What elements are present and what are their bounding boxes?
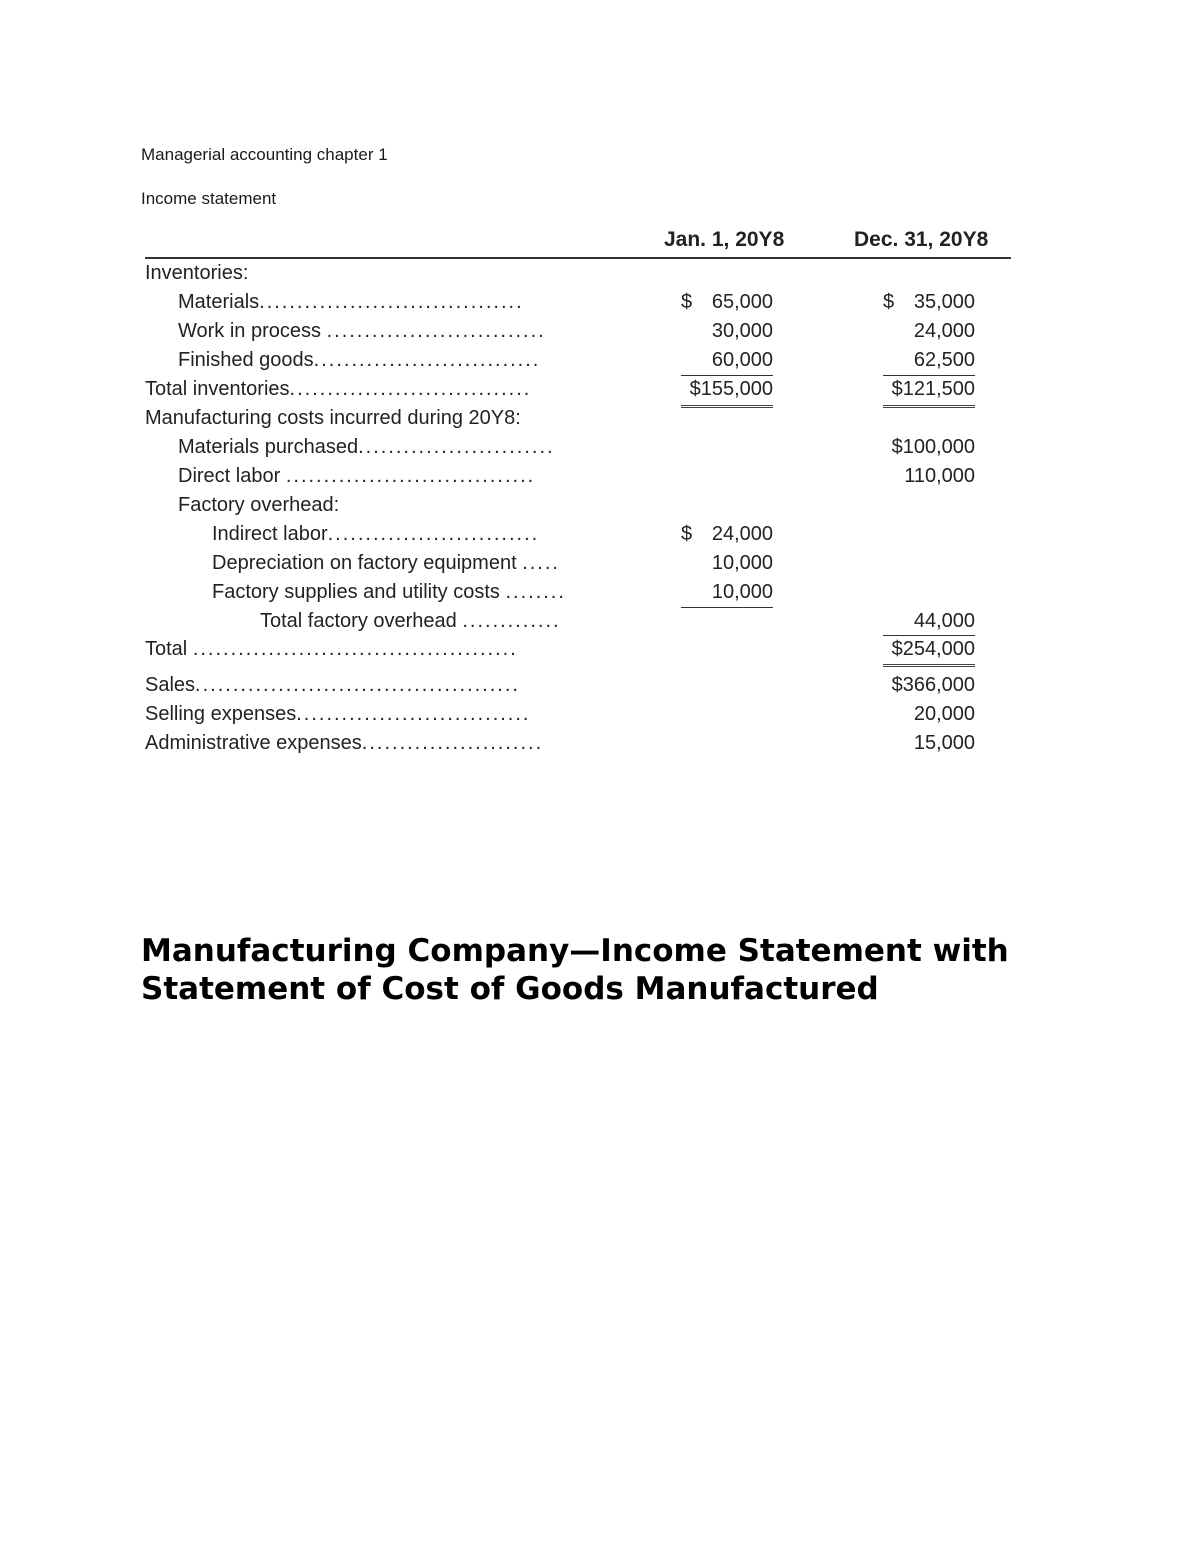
table-row — [145, 375, 1011, 404]
table-row — [145, 578, 1011, 607]
row-label: Depreciation on factory equipment ..... — [212, 552, 560, 574]
dec-amount: $100,000 — [891, 436, 975, 458]
dec-amount: 15,000 — [913, 732, 975, 754]
row-label: Manufacturing costs incurred during 20Y8: — [145, 407, 521, 429]
row-label: Inventories: — [145, 262, 249, 284]
inventory-cost-table — [145, 226, 1011, 758]
dec-amount: 24,000 — [913, 320, 975, 342]
dec-total: $121,500 — [883, 375, 975, 404]
section-heading-line-1: Manufacturing Company—Income Statement with — [141, 933, 1009, 969]
row-label: Work in process ............................. — [178, 320, 546, 342]
table-row — [145, 259, 1011, 288]
table-row — [145, 491, 1011, 520]
dec-amount: $366,000 — [891, 674, 975, 696]
table-row — [145, 433, 1011, 462]
table-row — [145, 671, 1011, 700]
dec-amount: 44,000 — [883, 607, 975, 636]
table-row — [145, 700, 1011, 729]
row-label: Selling expenses............................... — [145, 703, 531, 725]
jan-amount: $ 24,000 — [681, 523, 773, 545]
jan-amount: 10,000 — [711, 552, 773, 574]
row-label: Total inventories................................ — [145, 378, 532, 400]
row-label: Total factory overhead ............. — [260, 610, 561, 632]
column-header-dec: Dec. 31, 20Y8 — [854, 228, 989, 251]
table-row — [145, 729, 1011, 758]
table-row — [145, 520, 1011, 549]
section-heading-line-2: Statement of Cost of Goods Manufactured — [141, 971, 879, 1007]
row-label: Finished goods.............................. — [178, 349, 541, 371]
row-label: Materials................................... — [178, 291, 524, 313]
table-row — [145, 549, 1011, 578]
column-header-jan: Jan. 1, 20Y8 — [664, 228, 785, 251]
table-row — [145, 635, 1011, 663]
jan-amount: 30,000 — [711, 320, 773, 342]
row-label: Administrative expenses........................ — [145, 732, 544, 754]
jan-amount: 60,000 — [681, 346, 773, 376]
table-row — [145, 404, 1011, 433]
table-header — [145, 226, 1011, 259]
row-label: Factory supplies and utility costs ........ — [212, 581, 566, 603]
row-label: Total ........................................... — [145, 638, 518, 660]
row-label: Materials purchased.......................... — [178, 436, 555, 458]
document-subtitle: Income statement — [141, 189, 277, 208]
dec-amount: $ 35,000 — [883, 291, 975, 313]
jan-amount: 10,000 — [681, 578, 773, 608]
row-label: Indirect labor............................ — [212, 523, 540, 545]
section-heading — [141, 932, 1041, 1008]
dec-total: $254,000 — [883, 635, 975, 663]
row-label: Direct labor ................................. — [178, 465, 536, 487]
dec-amount: 20,000 — [913, 703, 975, 725]
row-label: Sales........................................... — [145, 674, 520, 696]
table-row — [145, 317, 1011, 346]
row-label: Factory overhead: — [178, 494, 340, 516]
dec-amount: 62,500 — [883, 346, 975, 376]
dec-amount: 110,000 — [904, 465, 975, 487]
table-row — [145, 607, 1011, 635]
table-row — [145, 346, 1011, 375]
jan-amount: $ 65,000 — [681, 291, 773, 313]
table-row — [145, 288, 1011, 317]
jan-total: $155,000 — [681, 375, 773, 404]
document-title: Managerial accounting chapter 1 — [141, 145, 388, 164]
table-row — [145, 462, 1011, 491]
